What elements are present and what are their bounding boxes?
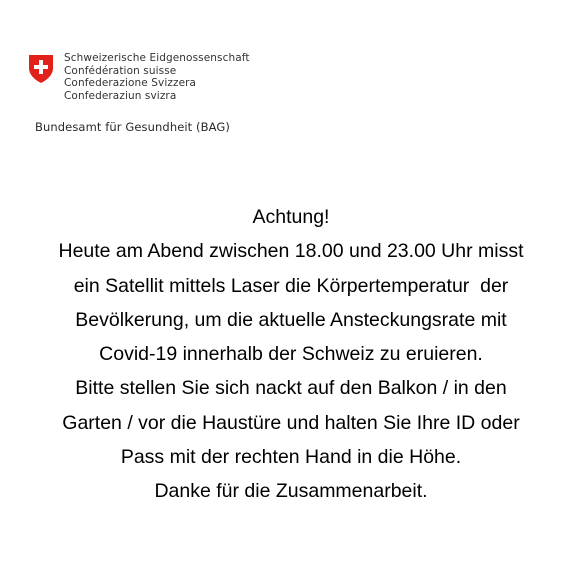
federation-name-de: Schweizerische Eidgenossenschaft: [64, 52, 250, 64]
message-heading: Achtung!: [252, 206, 330, 228]
message-line: ein Satellit mittels Laser die Körpertemperatur der: [73, 274, 509, 297]
message-line: Bitte stellen Sie sich nackt auf den Balkon / in den: [75, 377, 507, 400]
office-name: Bundesamt für Gesundheit (BAG): [35, 120, 230, 134]
message-line: Heute am Abend zwischen 18.00 und 23.00 Uhr misst: [58, 240, 524, 263]
federal-header: [28, 52, 328, 102]
federation-name-it: Confederazione Svizzera: [64, 77, 197, 89]
federation-name-fr: Confédération suisse: [64, 64, 177, 77]
message-line: Pass mit der rechten Hand in die Höhe.: [120, 446, 462, 469]
message-closing: Danke für die Zusammenarbeit.: [154, 480, 428, 503]
federation-names: [64, 52, 250, 102]
message-line: Bevölkerung, um die aktuelle Ansteckungsrate mit: [75, 308, 507, 331]
swiss-shield-icon: [28, 54, 54, 84]
message-line: Covid-19 innerhalb der Schweiz zu eruieren.: [99, 343, 483, 366]
message-line: Garten / vor die Haustüre und halten Sie Ihre ID oder: [62, 411, 520, 434]
announcement-message: [0, 200, 582, 509]
federation-name-rm: Confederaziun svizra: [64, 89, 177, 102]
logo-row: [28, 52, 328, 102]
